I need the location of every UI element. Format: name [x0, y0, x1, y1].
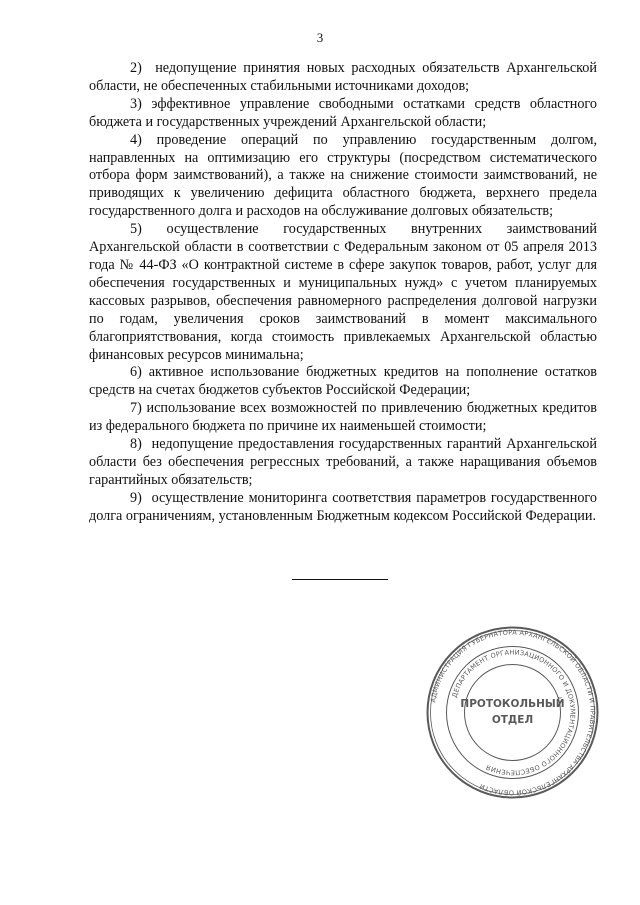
official-stamp	[425, 625, 600, 800]
list-item: 8) недопущение предоставления государственных гарантий Архангельской области без обеспечения регрессных требований, а также наращивания объемов гарантийных обязательств;	[89, 436, 597, 488]
stamp-seal-graphic	[425, 625, 600, 800]
list-item: 3) эффективное управление свободными остатками средств областного бюджета и государственных учреждений Архангельской области;	[89, 95, 597, 130]
list-item: 4) проведение операций по управлению государственным долгом, направленных на оптимизацию его структуры (посредством систематического отбора форм заимствований), а также на снижение стоимости заимствований, не приводящих к увеличению дефицита областного бюджета, верхнего предела государственного долга и расходов на обслуживание долговых обязательств;	[89, 131, 597, 220]
document-body	[89, 60, 597, 526]
list-item: 2) недопущение принятия новых расходных обязательств Архангельской области, не обеспеченных стабильными источниками доходов;	[89, 60, 597, 94]
stamp-center-line-1: ПРОТОКОЛЬНЫЙ	[460, 698, 565, 710]
stamp-middle-ring	[447, 647, 579, 779]
stamp-outer-text: АДМИНИСТРАЦИЯ ГУБЕРНАТОРА АРХАНГЕЛЬСКОЙ ОБЛАСТИ И ПРАВИТЕЛЬСТВА АРХАНГЕЛЬСКОЙ ОБЛАСТИ	[429, 628, 597, 797]
stamp-inner-text: ДЕПАРТАМЕНТ ОРГАНИЗАЦИОННОГО И ДОКУМЕНТАЦИОННОГО ОБЕСПЕЧЕНИЯ	[450, 648, 577, 777]
page-number: 3	[316, 30, 324, 45]
stamp-center-line-2: ОТДЕЛ	[491, 714, 534, 726]
list-item: 9) осуществление мониторинга соответствия параметров государственного долга ограничениям, установленным Бюджетным кодексом Российской Федерации.	[89, 489, 597, 524]
list-item: 6) активное использование бюджетных кредитов на пополнение остатков средств на счетах бюджетов субъектов Российской Федерации;	[89, 364, 597, 399]
list-item: 7) использование всех возможностей по привлечению бюджетных кредитов из федерального бюджета по причине их наименьшей стоимости;	[89, 400, 597, 435]
list-item: 5) осуществление государственных внутренних заимствований Архангельской области в соответствии с Федеральным законом от 05 апреля 2013 года № 44-ФЗ «О контрактной системе в сфере закупок товаров, работ, услуг для обеспечения государственных и муниципальных нужд» с учетом планируемых кассовых разрывов, обеспечения равномерного распределения долговой нагрузки по годам, увеличения сроков заимствований в момент максимального благоприятствования, когда стоимость привлекаемых Архангельской областью финансовых ресурсов минимальна;	[89, 221, 597, 363]
end-divider-line	[292, 579, 388, 580]
stamp-inner-ring	[465, 665, 561, 761]
